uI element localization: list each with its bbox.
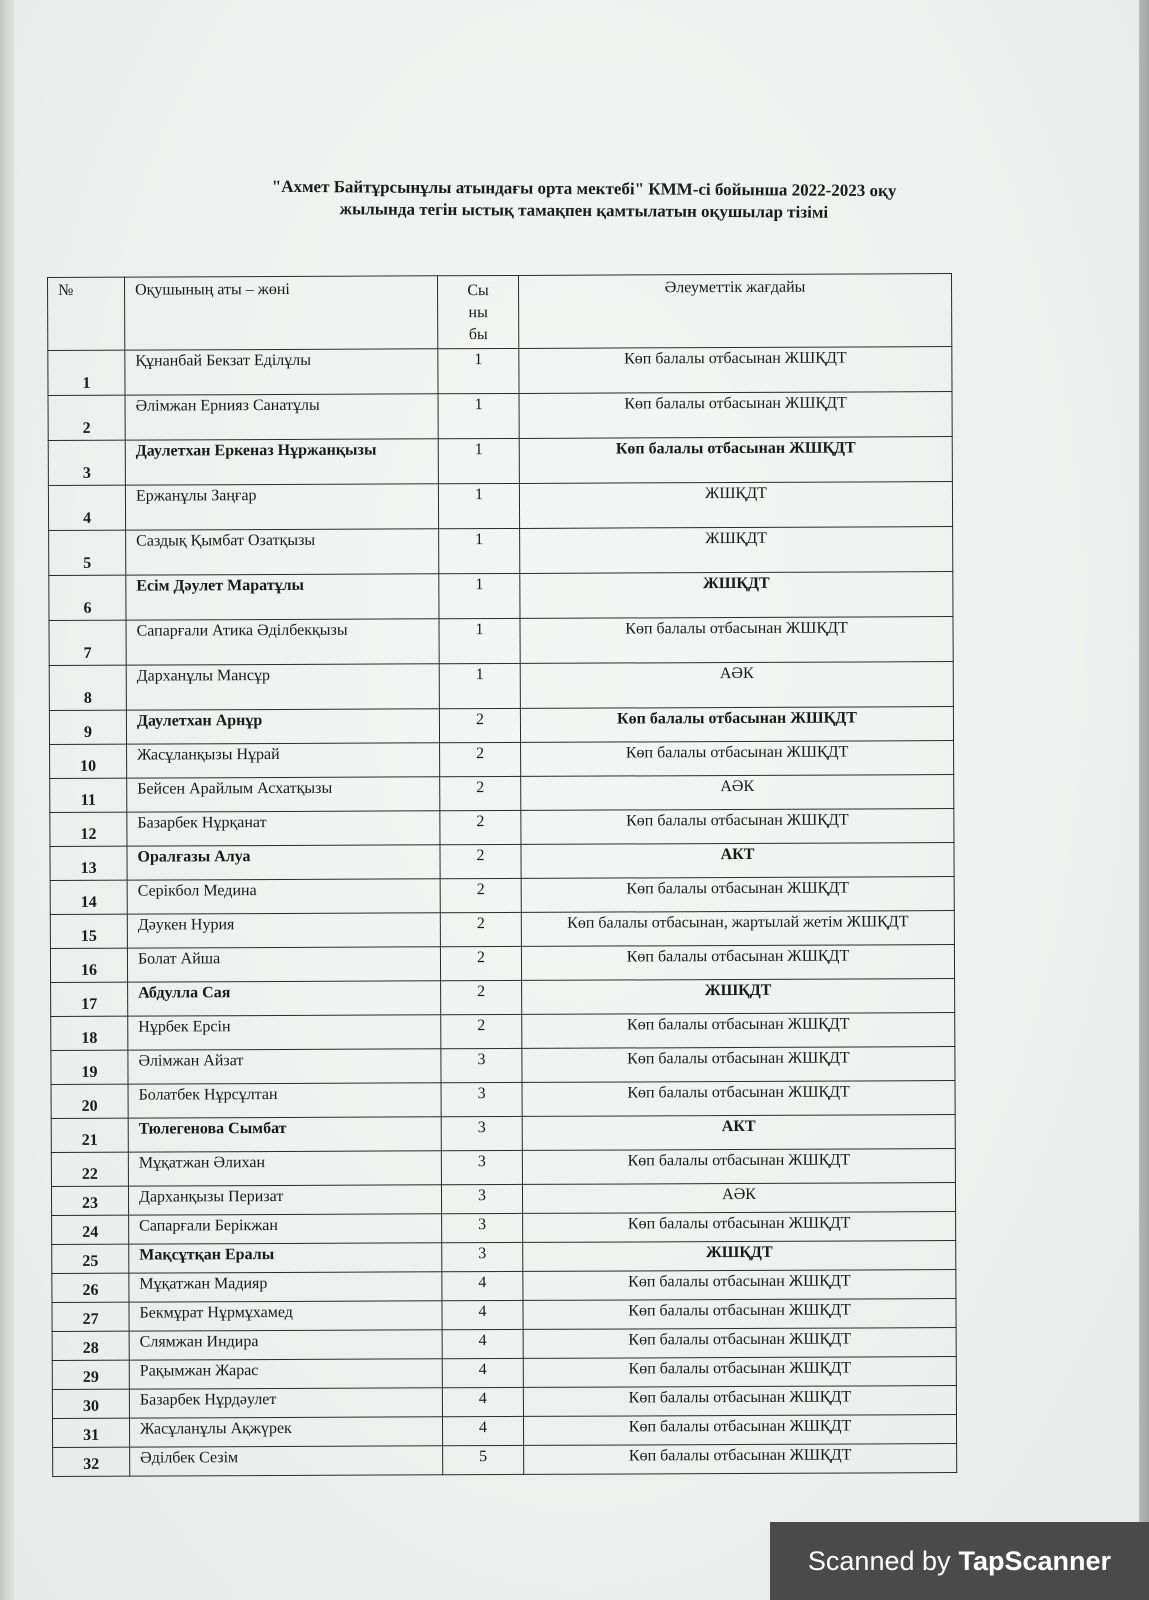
row-number: 26 (52, 1273, 129, 1302)
student-grade: 1 (439, 663, 520, 708)
social-status: Көп балалы отбасынан ЖШҚДТ (523, 1299, 956, 1330)
row-number: 1 (48, 350, 125, 395)
table-row (49, 617, 953, 666)
student-grade: 2 (440, 878, 521, 912)
student-grade: 1 (439, 528, 520, 573)
row-number: 16 (50, 948, 127, 982)
table-row (49, 527, 953, 576)
student-grade: 3 (441, 1048, 522, 1082)
table-row (50, 775, 954, 813)
table-header-row (48, 274, 952, 351)
scanner-watermark (770, 1522, 1149, 1600)
row-number: 13 (50, 846, 127, 880)
student-name: Дарханқызы Перизат (128, 1185, 441, 1215)
table-row (52, 1241, 956, 1274)
social-status: ЖШҚДТ (522, 979, 955, 1015)
social-status: Көп балалы отбасынан ЖШҚДТ (520, 707, 953, 743)
table-row (50, 945, 954, 983)
table-row (48, 482, 952, 531)
student-name: Мақсұтқан Ералы (129, 1243, 442, 1273)
social-status: Көп балалы отбасынан ЖШҚДТ (522, 1081, 955, 1117)
row-number: 29 (52, 1360, 129, 1389)
row-number: 28 (52, 1331, 129, 1360)
row-number: 21 (51, 1118, 128, 1152)
table-row (52, 1357, 956, 1390)
social-status: АӘК (522, 1183, 955, 1214)
row-number: 4 (48, 485, 125, 530)
social-status: Көп балалы отбасынан ЖШҚДТ (522, 1149, 955, 1185)
social-status: ЖШҚДТ (523, 1241, 956, 1272)
table-row (50, 741, 954, 779)
row-number: 15 (50, 914, 127, 948)
table-row (49, 572, 953, 621)
header-grade-part-3: бы (468, 326, 488, 344)
student-grade: 3 (442, 1213, 523, 1242)
table-row (52, 1415, 956, 1448)
row-number: 17 (51, 982, 128, 1016)
row-number: 32 (53, 1447, 130, 1476)
table-row (51, 979, 955, 1017)
student-name: Тюлегенова Сымбат (128, 1117, 441, 1152)
header-social-status: Әлеуметтік жағдайы (518, 274, 951, 349)
social-status: Көп балалы отбасынан ЖШҚДТ (523, 1328, 956, 1359)
student-name: Мұқатжан Мадияр (129, 1272, 442, 1302)
watermark-brand: TapScanner (958, 1545, 1112, 1576)
student-grade: 3 (441, 1184, 522, 1213)
student-grade: 2 (440, 776, 521, 810)
social-status: АӘК (521, 775, 954, 811)
row-number: 22 (51, 1152, 128, 1186)
student-grade: 4 (442, 1329, 523, 1358)
table-row (51, 1149, 955, 1187)
social-status: Көп балалы отбасынан ЖШҚДТ (521, 741, 954, 777)
students-table (47, 273, 957, 1477)
social-status: Көп балалы отбасынан ЖШҚДТ (519, 437, 952, 484)
student-grade: 4 (442, 1358, 523, 1387)
student-name: Оралғазы Алуа (127, 845, 440, 880)
table-row (52, 1270, 956, 1303)
social-status: Көп балалы отбасынан ЖШҚДТ (520, 617, 953, 664)
student-grade: 3 (441, 1116, 522, 1150)
table-row (48, 392, 952, 441)
table-row (53, 1444, 957, 1477)
row-number: 8 (49, 665, 126, 710)
table-row (50, 809, 954, 847)
table-row (52, 1299, 956, 1332)
student-name: Болатбек Нұрсұлтан (128, 1083, 441, 1118)
row-number: 2 (48, 395, 125, 440)
student-grade: 1 (438, 483, 519, 528)
social-status: Көп балалы отбасынан ЖШҚДТ (522, 1013, 955, 1049)
social-status: Көп балалы отбасынан, жартылай жетім ЖШҚДТ (521, 911, 954, 947)
watermark-prefix: Scanned by (807, 1545, 951, 1576)
social-status: Көп балалы отбасынан ЖШҚДТ (521, 809, 954, 845)
student-name: Әлімжан Айзат (128, 1049, 441, 1084)
student-grade: 2 (441, 1014, 522, 1048)
table-row (52, 1212, 956, 1245)
student-grade: 2 (439, 708, 520, 742)
social-status: Көп балалы отбасынан ЖШҚДТ (521, 945, 954, 981)
row-number: 12 (50, 812, 127, 846)
student-name: Сапарғали Атика Әділбекқызы (126, 619, 439, 665)
student-grade: 3 (441, 1082, 522, 1116)
student-name: Даулетхан Еркеназ Нұржанқызы (125, 439, 438, 485)
student-name: Дарханұлы Мансұр (126, 664, 439, 710)
header-number: № (48, 277, 125, 350)
table-row (49, 707, 953, 745)
student-name: Құнанбай Бекзат Еділұлы (125, 349, 438, 395)
student-name: Нұрбек Ерсін (128, 1015, 441, 1050)
row-number: 11 (50, 778, 127, 812)
row-number: 20 (51, 1084, 128, 1118)
student-name: Есім Дәулет Маратұлы (126, 574, 439, 620)
student-grade: 2 (440, 844, 521, 878)
student-name: Сапарғали Берікжан (129, 1214, 442, 1244)
table-row (48, 437, 952, 486)
row-number: 25 (52, 1244, 129, 1273)
social-status: ЖШҚДТ (520, 527, 953, 574)
row-number: 3 (48, 440, 125, 485)
student-name: Рақымжан Жарас (129, 1359, 442, 1389)
title-line-1: "Ахмет Байтұрсынұлы атындағы орта мектебі" КММ-сі бойынша 2022-2023 оқу (271, 176, 897, 201)
student-name: Дәукен Нурия (127, 913, 440, 948)
student-grade: 4 (442, 1300, 523, 1329)
header-grade-part-2: ны (468, 304, 488, 322)
social-status: ЖШҚДТ (520, 572, 953, 619)
student-grade: 1 (438, 393, 519, 438)
social-status: АӘК (520, 662, 953, 709)
social-status: Көп балалы отбасынан ЖШҚДТ (521, 877, 954, 913)
table-row (51, 1115, 955, 1153)
student-name: Жасұланқызы Нұрай (127, 743, 440, 778)
student-name: Даулетхан Арнұр (126, 709, 439, 744)
student-grade: 1 (439, 573, 520, 618)
table-row (50, 911, 954, 949)
social-status: АКТ (522, 1115, 955, 1151)
student-grade: 2 (441, 980, 522, 1014)
social-status: АКТ (521, 843, 954, 879)
title-line-2: жылында тегін ыстық тамақпен қамтылатын оқушылар тізімі (339, 199, 829, 222)
header-student-name: Оқушының аты – жөні (125, 276, 438, 350)
student-name: Саздық Қымбат Озатқызы (126, 529, 439, 575)
table-row (52, 1386, 956, 1419)
social-status: Көп балалы отбасынан ЖШҚДТ (523, 1270, 956, 1301)
table-row (50, 877, 954, 915)
social-status: Көп балалы отбасынан ЖШҚДТ (523, 1357, 956, 1388)
table-row (50, 843, 954, 881)
row-number: 18 (51, 1016, 128, 1050)
student-grade: 4 (442, 1271, 523, 1300)
social-status: Көп балалы отбасынан ЖШҚДТ (523, 1415, 956, 1446)
student-grade: 2 (440, 742, 521, 776)
social-status: Көп балалы отбасынан ЖШҚДТ (523, 1212, 956, 1243)
table-row (51, 1047, 955, 1085)
social-status: ЖШҚДТ (519, 482, 952, 529)
header-grade (437, 275, 518, 348)
table-row (51, 1183, 955, 1216)
student-name: Әділбек Сезім (130, 1446, 443, 1476)
row-number: 31 (52, 1418, 129, 1447)
table-row (51, 1081, 955, 1119)
student-name: Базарбек Нұрдәулет (129, 1388, 442, 1418)
student-name: Бейсен Арайлым Асхатқызы (127, 777, 440, 812)
row-number: 19 (51, 1050, 128, 1084)
social-status: Көп балалы отбасынан ЖШҚДТ (523, 1386, 956, 1417)
row-number: 6 (49, 575, 126, 620)
table-row (49, 662, 953, 711)
table-row (52, 1328, 956, 1361)
row-number: 23 (51, 1186, 128, 1215)
row-number: 27 (52, 1302, 129, 1331)
student-grade: 5 (443, 1445, 524, 1474)
row-number: 24 (52, 1215, 129, 1244)
row-number: 10 (50, 744, 127, 778)
student-grade: 2 (440, 946, 521, 980)
social-status: Көп балалы отбасынан ЖШҚДТ (522, 1047, 955, 1083)
row-number: 30 (52, 1389, 129, 1418)
social-status: Көп балалы отбасынан ЖШҚДТ (519, 392, 952, 439)
row-number: 5 (49, 530, 126, 575)
table-row (48, 347, 952, 396)
student-name: Базарбек Нұрқанат (127, 811, 440, 846)
student-name: Слямжан Индира (129, 1330, 442, 1360)
student-grade: 2 (440, 912, 521, 946)
student-grade: 1 (439, 618, 520, 663)
student-name: Серікбол Медина (127, 879, 440, 914)
social-status: Көп балалы отбасынан ЖШҚДТ (519, 347, 952, 394)
row-number: 9 (49, 710, 126, 744)
document-title (134, 175, 1034, 225)
student-name: Әлімжан Ернияз Санатұлы (125, 394, 438, 440)
student-name: Болат Айша (127, 947, 440, 982)
student-grade: 3 (441, 1150, 522, 1184)
student-name: Бекмұрат Нұрмұхамед (129, 1301, 442, 1331)
student-name: Ержанұлы Заңғар (125, 484, 438, 530)
row-number: 14 (50, 880, 127, 914)
table-body (48, 347, 957, 1477)
student-name: Абдулла Сая (128, 981, 441, 1016)
student-name: Мұқатжан Әлихан (128, 1151, 441, 1186)
student-grade: 1 (438, 348, 519, 393)
student-name: Жасұланұлы Ақжүрек (129, 1417, 442, 1447)
table-row (51, 1013, 955, 1051)
student-grade: 4 (442, 1416, 523, 1445)
row-number: 7 (49, 620, 126, 665)
student-grade: 1 (438, 438, 519, 483)
social-status: Көп балалы отбасынан ЖШҚДТ (524, 1444, 957, 1475)
student-grade: 2 (440, 810, 521, 844)
student-grade: 4 (442, 1387, 523, 1416)
student-grade: 3 (442, 1242, 523, 1271)
header-grade-part-1: Сы (467, 282, 489, 300)
